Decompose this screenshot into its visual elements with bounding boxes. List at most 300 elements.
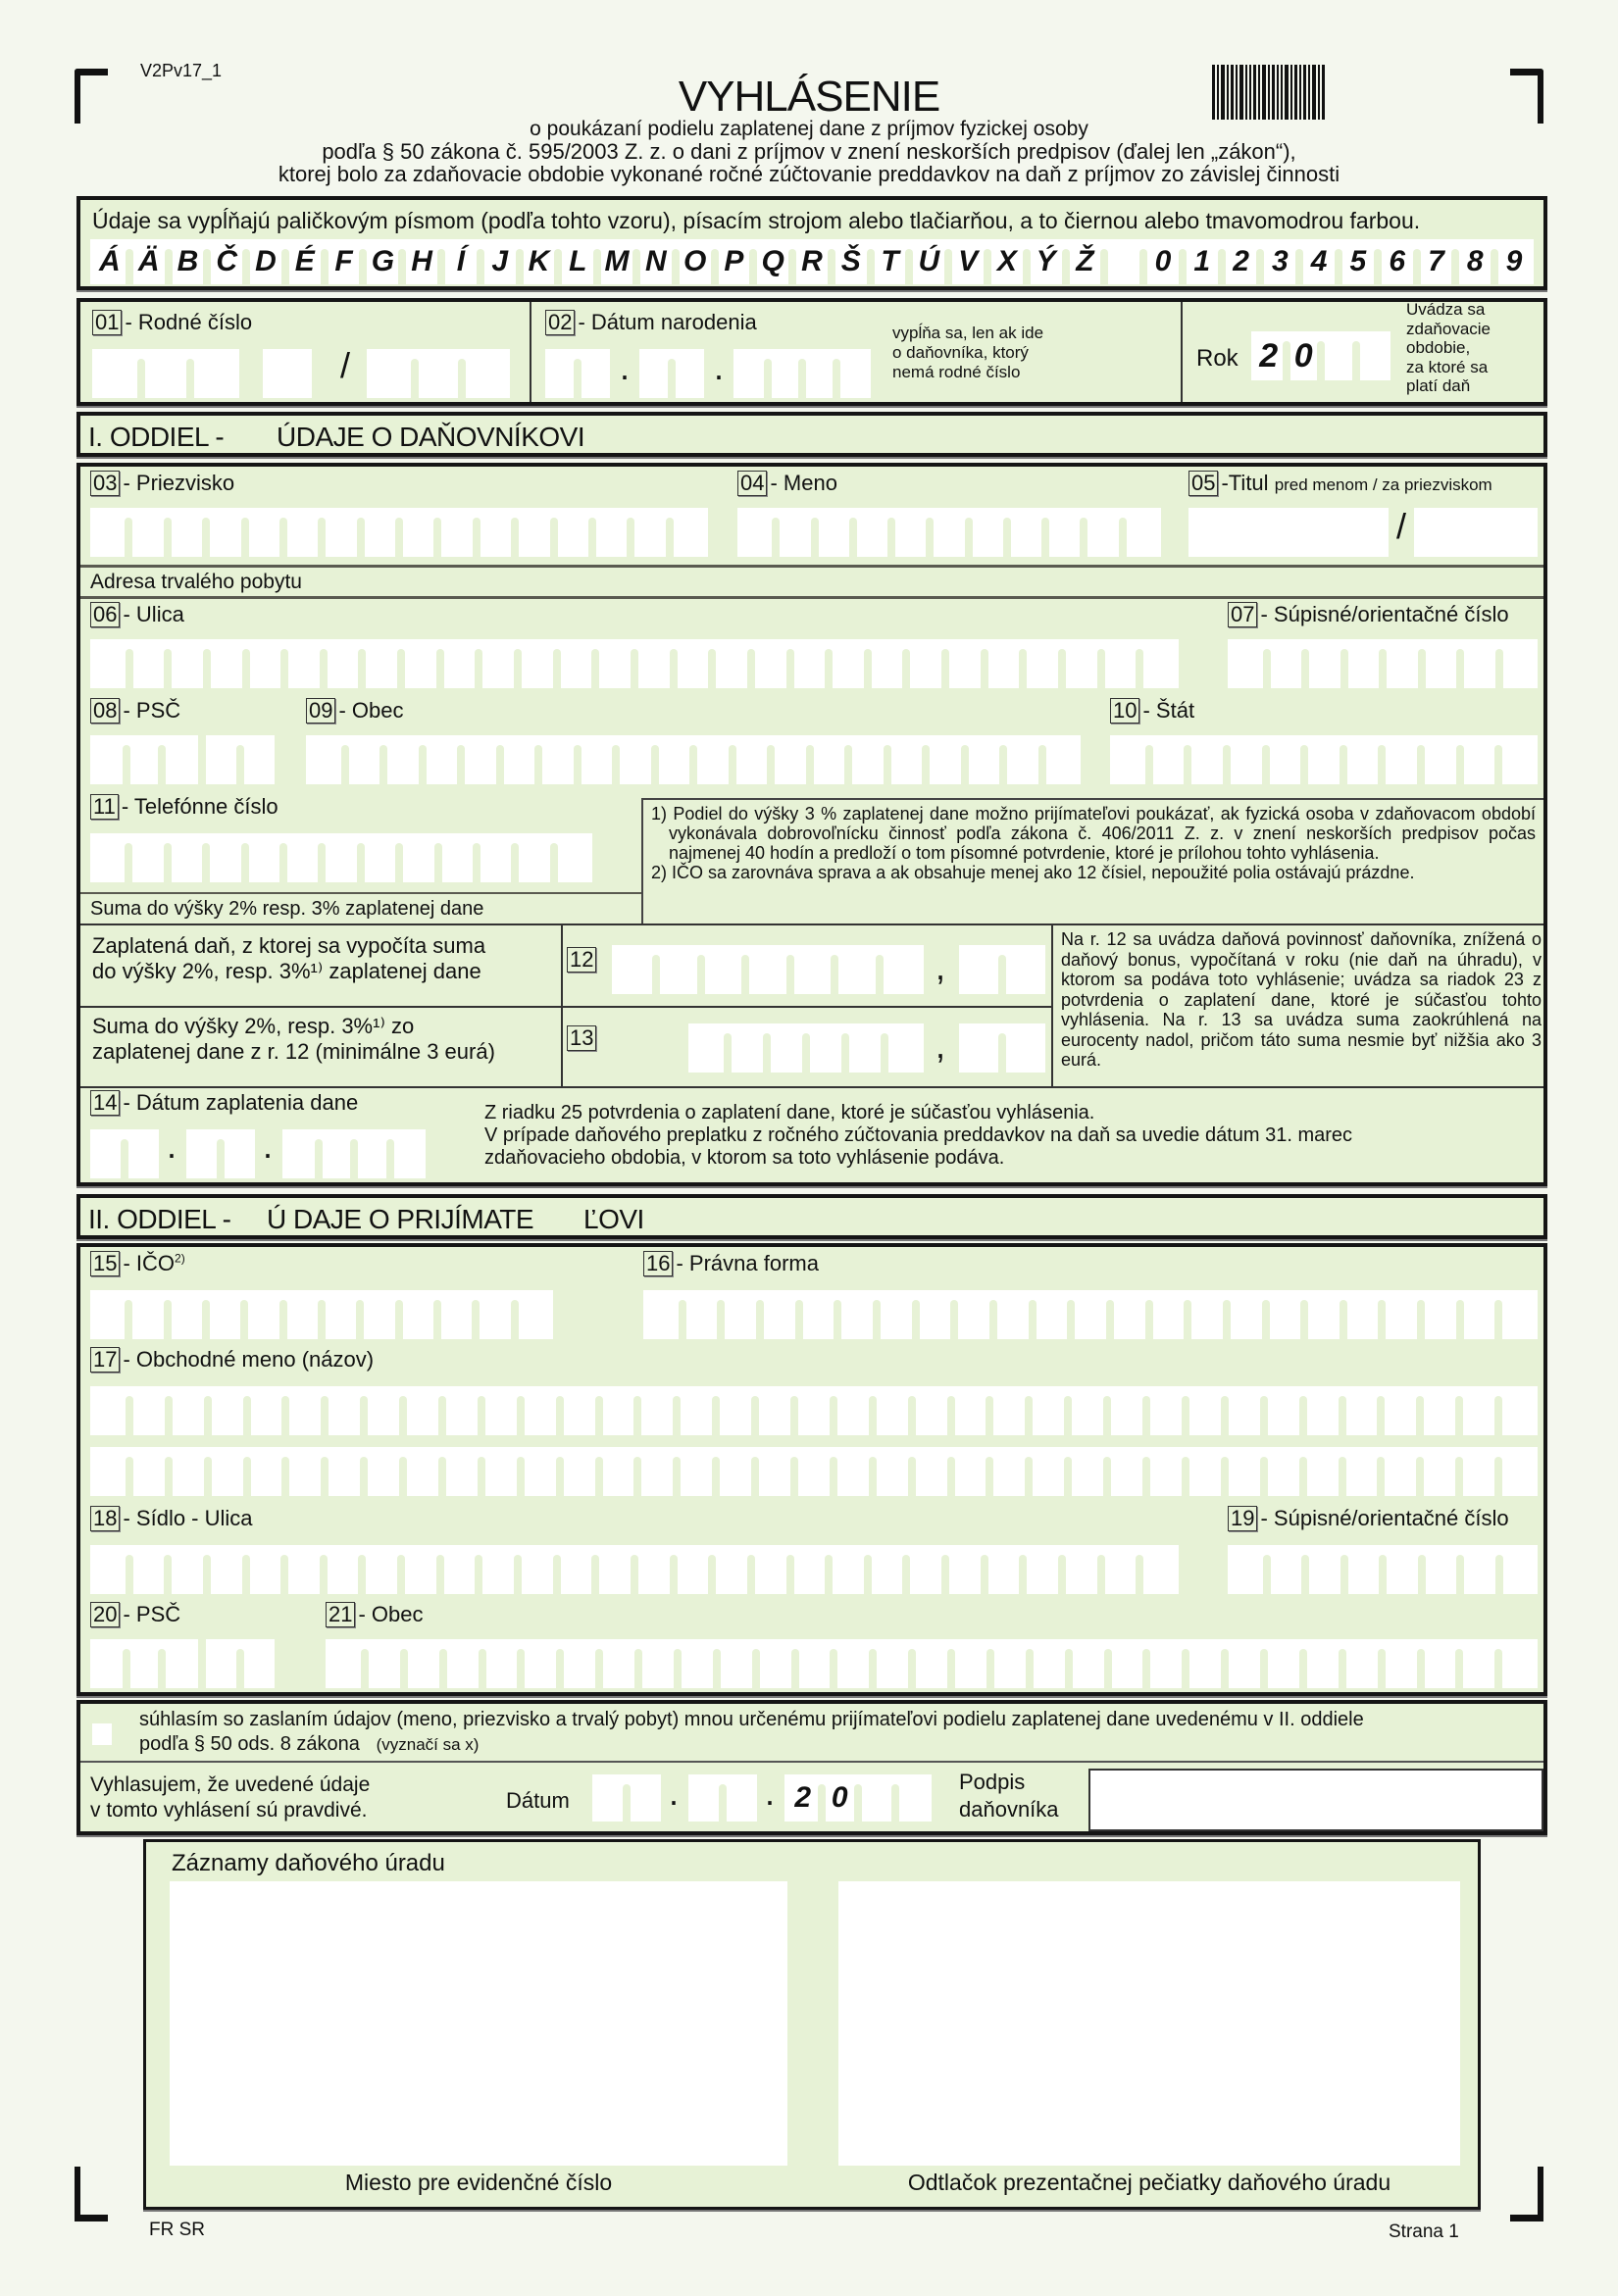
character-cell[interactable] (599, 1639, 638, 1688)
character-cell[interactable] (129, 1386, 169, 1435)
character-cell[interactable] (1498, 735, 1538, 784)
character-cell[interactable] (90, 1447, 129, 1496)
character-cell[interactable] (930, 508, 968, 557)
character-cell[interactable] (500, 735, 539, 784)
character-cell[interactable] (126, 1639, 163, 1688)
character-cell[interactable] (1107, 1447, 1146, 1496)
character-cell[interactable] (1002, 945, 1045, 994)
character-cell[interactable] (1382, 1639, 1421, 1688)
character-cell[interactable] (206, 1639, 240, 1688)
character-cell[interactable] (712, 639, 751, 688)
character-cell[interactable] (1029, 1386, 1068, 1435)
character-cell[interactable] (443, 1639, 482, 1688)
character-cell[interactable] (1304, 1290, 1343, 1339)
character-cell[interactable] (245, 508, 283, 557)
character-cell[interactable] (476, 1290, 514, 1339)
character-cell[interactable] (790, 1545, 830, 1594)
character-cell[interactable] (128, 833, 167, 882)
character-cell[interactable] (437, 1290, 476, 1339)
character-cell[interactable] (554, 833, 592, 882)
character-cell[interactable] (390, 1129, 427, 1178)
character-cell[interactable] (810, 735, 849, 784)
character-cell[interactable] (90, 833, 128, 882)
declaration-date-day-input[interactable] (592, 1774, 661, 1822)
title-after-name-input[interactable] (1414, 508, 1538, 557)
character-cell[interactable] (1459, 1386, 1498, 1435)
character-cell[interactable] (592, 508, 631, 557)
character-cell[interactable] (285, 1447, 325, 1496)
character-cell[interactable] (985, 1545, 1024, 1594)
seat-municipality-input[interactable] (326, 1639, 1538, 1688)
character-cell[interactable] (1381, 1386, 1420, 1435)
character-cell[interactable] (1101, 1545, 1140, 1594)
character-cell[interactable] (554, 508, 592, 557)
character-cell[interactable] (790, 639, 830, 688)
character-cell[interactable] (1227, 735, 1266, 784)
character-cell[interactable] (1225, 1447, 1264, 1496)
character-cell[interactable] (245, 833, 283, 882)
character-cell[interactable] (324, 1545, 363, 1594)
character-cell[interactable] (479, 1545, 518, 1594)
surname-input[interactable] (90, 508, 708, 557)
character-cell[interactable] (612, 945, 656, 994)
character-cell[interactable] (1225, 1639, 1264, 1688)
character-cell[interactable] (815, 508, 853, 557)
character-cell[interactable] (723, 1774, 757, 1822)
character-cell[interactable] (1303, 1639, 1342, 1688)
character-cell[interactable] (1382, 735, 1421, 784)
character-cell[interactable] (125, 1129, 159, 1178)
character-cell[interactable] (401, 639, 440, 688)
character-cell[interactable] (206, 508, 244, 557)
character-cell[interactable] (834, 1639, 873, 1688)
birth-date-day-input[interactable] (545, 349, 610, 398)
character-cell[interactable] (1146, 1447, 1186, 1496)
signature-field[interactable] (1088, 1769, 1543, 1831)
character-cell[interactable] (877, 1290, 916, 1339)
character-cell[interactable] (1110, 1290, 1149, 1339)
character-cell[interactable] (560, 1639, 599, 1688)
character-cell[interactable] (1139, 639, 1179, 688)
character-cell[interactable] (284, 639, 324, 688)
character-cell[interactable] (599, 1386, 638, 1435)
character-cell[interactable] (518, 1545, 557, 1594)
character-cell[interactable] (1421, 1290, 1460, 1339)
character-cell[interactable] (240, 1639, 275, 1688)
character-cell[interactable] (240, 735, 275, 784)
character-cell[interactable] (755, 1447, 794, 1496)
legal-form-input[interactable] (643, 1290, 1538, 1339)
character-cell[interactable] (515, 508, 553, 557)
character-cell[interactable] (440, 1545, 480, 1594)
character-cell[interactable] (1186, 1386, 1225, 1435)
character-cell[interactable] (1188, 735, 1227, 784)
character-cell[interactable] (760, 1290, 799, 1339)
character-cell[interactable] (990, 1639, 1030, 1688)
ico-input[interactable] (90, 1290, 553, 1339)
birth-number-part2-input[interactable] (367, 349, 510, 398)
character-cell[interactable] (1421, 735, 1460, 784)
character-cell[interactable] (1381, 1447, 1420, 1496)
character-cell[interactable] (461, 735, 500, 784)
character-cell[interactable] (1042, 735, 1082, 784)
character-cell[interactable] (1383, 639, 1422, 688)
character-cell[interactable] (247, 1386, 286, 1435)
character-cell[interactable] (1007, 508, 1045, 557)
postal-code-part1-input[interactable] (90, 735, 198, 784)
character-cell[interactable] (364, 1386, 403, 1435)
character-cell[interactable] (1123, 508, 1161, 557)
character-cell[interactable] (1062, 1545, 1101, 1594)
character-cell[interactable] (1003, 735, 1042, 784)
character-cell[interactable] (538, 735, 578, 784)
character-cell[interactable] (627, 1774, 661, 1822)
character-cell[interactable] (794, 1447, 834, 1496)
character-cell[interactable] (643, 1290, 683, 1339)
character-cell[interactable] (129, 639, 169, 688)
character-cell[interactable] (795, 1639, 834, 1688)
character-cell[interactable] (126, 735, 163, 784)
title-before-name-input[interactable] (1188, 508, 1389, 557)
character-cell[interactable] (283, 833, 322, 882)
character-cell[interactable] (873, 1386, 912, 1435)
character-cell[interactable] (674, 1545, 713, 1594)
character-cell[interactable] (90, 1639, 126, 1688)
character-cell[interactable] (90, 1290, 128, 1339)
character-cell[interactable] (1023, 639, 1062, 688)
character-cell[interactable] (845, 1023, 885, 1073)
character-cell[interactable] (951, 1386, 990, 1435)
character-cell[interactable] (906, 1545, 945, 1594)
character-cell[interactable] (1498, 1290, 1538, 1339)
character-cell[interactable] (716, 1447, 755, 1496)
character-cell[interactable] (1499, 639, 1539, 688)
character-cell[interactable] (1303, 1447, 1342, 1496)
character-cell[interactable] (1139, 1545, 1179, 1594)
character-cell[interactable] (1101, 639, 1140, 688)
character-cell[interactable] (221, 1129, 255, 1178)
character-cell[interactable] (951, 1447, 990, 1496)
character-cell[interactable] (834, 1386, 873, 1435)
character-cell[interactable] (207, 639, 246, 688)
character-cell[interactable] (959, 945, 1002, 994)
character-cell[interactable] (745, 945, 789, 994)
character-cell[interactable] (989, 1386, 1029, 1435)
character-cell[interactable] (1344, 639, 1384, 688)
character-cell[interactable] (677, 1447, 716, 1496)
character-cell[interactable] (283, 508, 322, 557)
character-cell[interactable] (168, 833, 206, 882)
paid-tax-cents-input[interactable] (959, 945, 1045, 994)
character-cell[interactable] (751, 1545, 790, 1594)
character-cell[interactable] (168, 508, 206, 557)
character-cell[interactable] (168, 1290, 206, 1339)
character-cell[interactable] (637, 1386, 677, 1435)
character-cell[interactable] (168, 639, 207, 688)
character-cell[interactable] (1460, 1290, 1499, 1339)
character-cell[interactable] (959, 1023, 1002, 1073)
character-cell[interactable] (1062, 639, 1101, 688)
character-cell[interactable] (168, 1545, 207, 1594)
character-cell[interactable] (912, 1386, 951, 1435)
character-cell[interactable] (638, 1639, 678, 1688)
character-cell[interactable] (1499, 1545, 1539, 1594)
character-cell[interactable] (162, 735, 198, 784)
character-cell[interactable] (1422, 1545, 1461, 1594)
character-cell[interactable] (481, 1447, 521, 1496)
character-cell[interactable] (1186, 1447, 1225, 1496)
declaration-date-year-input[interactable] (784, 1774, 932, 1822)
character-cell[interactable] (1108, 1639, 1147, 1688)
birth-date-month-input[interactable] (639, 349, 704, 398)
character-cell[interactable] (728, 1023, 767, 1073)
character-cell[interactable] (1084, 508, 1122, 557)
house-number-input[interactable] (1228, 639, 1538, 688)
character-cell[interactable] (557, 639, 596, 688)
character-cell[interactable] (916, 1290, 955, 1339)
character-cell[interactable] (873, 1447, 912, 1496)
character-cell[interactable] (1266, 735, 1305, 784)
character-cell[interactable] (403, 1447, 442, 1496)
character-cell[interactable] (206, 1290, 244, 1339)
character-cell[interactable] (361, 833, 399, 882)
character-cell[interactable] (208, 1447, 247, 1496)
character-cell[interactable] (1342, 1639, 1382, 1688)
character-cell[interactable] (206, 833, 244, 882)
character-cell[interactable] (1342, 1447, 1382, 1496)
character-cell[interactable] (282, 1129, 319, 1178)
character-cell[interactable] (169, 1386, 208, 1435)
postal-code-part2-input[interactable] (206, 735, 275, 784)
character-cell[interactable] (365, 1639, 404, 1688)
character-cell[interactable] (521, 1639, 560, 1688)
character-cell[interactable] (989, 1447, 1029, 1496)
character-cell[interactable] (1343, 735, 1383, 784)
character-cell[interactable] (208, 1386, 247, 1435)
character-cell[interactable] (521, 1386, 560, 1435)
character-cell[interactable] (926, 735, 965, 784)
character-cell[interactable] (322, 833, 360, 882)
character-cell[interactable] (399, 833, 437, 882)
declaration-date-month-input[interactable] (688, 1774, 757, 1822)
character-cell[interactable] (325, 1447, 364, 1496)
character-cell[interactable] (1225, 1386, 1264, 1435)
character-cell[interactable] (737, 508, 776, 557)
character-cell[interactable] (477, 833, 515, 882)
first-name-input[interactable] (737, 508, 1161, 557)
character-cell[interactable] (345, 735, 384, 784)
character-cell[interactable] (90, 508, 128, 557)
character-cell[interactable] (186, 1129, 221, 1178)
character-cell[interactable] (595, 639, 634, 688)
character-cell[interactable] (1422, 639, 1461, 688)
character-cell[interactable] (716, 1386, 755, 1435)
character-cell[interactable] (868, 1545, 907, 1594)
character-cell[interactable] (383, 735, 423, 784)
character-cell[interactable] (1227, 1290, 1266, 1339)
character-cell[interactable] (1029, 1447, 1068, 1496)
character-cell[interactable] (283, 1290, 322, 1339)
character-cell[interactable] (1068, 1386, 1107, 1435)
character-cell[interactable] (306, 735, 345, 784)
character-cell[interactable] (993, 1290, 1033, 1339)
seat-postal-code-part2-input[interactable] (206, 1639, 275, 1688)
character-cell[interactable] (794, 1386, 834, 1435)
character-cell[interactable] (868, 639, 907, 688)
character-cell[interactable] (284, 1545, 324, 1594)
character-cell[interactable] (756, 1639, 795, 1688)
character-cell[interactable] (206, 735, 240, 784)
share-amount-cents-input[interactable] (959, 1023, 1045, 1073)
character-cell[interactable] (945, 639, 985, 688)
character-cell[interactable] (1002, 1023, 1045, 1073)
character-cell[interactable] (1186, 1639, 1225, 1688)
character-cell[interactable] (1305, 639, 1344, 688)
character-cell[interactable] (954, 1290, 993, 1339)
character-cell[interactable] (595, 1545, 634, 1594)
character-cell[interactable] (848, 735, 887, 784)
character-cell[interactable] (560, 1386, 599, 1435)
character-cell[interactable] (364, 1447, 403, 1496)
character-cell[interactable] (1264, 1386, 1303, 1435)
character-cell[interactable] (693, 735, 733, 784)
character-cell[interactable] (677, 1386, 716, 1435)
business-name-line2-input[interactable] (90, 1447, 1538, 1496)
character-cell[interactable] (438, 833, 477, 882)
character-cell[interactable] (90, 1545, 129, 1594)
character-cell[interactable] (1107, 1386, 1146, 1435)
character-cell[interactable] (634, 1545, 674, 1594)
character-cell[interactable] (712, 1545, 751, 1594)
character-cell[interactable] (322, 1290, 360, 1339)
character-cell[interactable] (674, 639, 713, 688)
character-cell[interactable] (1344, 1545, 1384, 1594)
character-cell[interactable] (90, 1129, 125, 1178)
character-cell[interactable] (637, 1447, 677, 1496)
character-cell[interactable] (1342, 1386, 1382, 1435)
municipality-input[interactable] (306, 735, 1081, 784)
character-cell[interactable] (442, 1386, 481, 1435)
character-cell[interactable] (776, 508, 814, 557)
character-cell[interactable] (834, 945, 879, 994)
character-cell[interactable] (1382, 1290, 1421, 1339)
character-cell[interactable] (945, 1545, 985, 1594)
character-cell[interactable] (1228, 1545, 1267, 1594)
character-cell[interactable] (965, 735, 1004, 784)
character-cell[interactable] (829, 1545, 868, 1594)
character-cell[interactable] (477, 508, 515, 557)
character-cell[interactable] (1030, 1639, 1069, 1688)
street-input[interactable] (90, 639, 1179, 688)
character-cell[interactable] (1421, 1639, 1460, 1688)
character-cell[interactable] (207, 1545, 246, 1594)
character-cell[interactable] (437, 508, 476, 557)
character-cell[interactable] (592, 1774, 627, 1822)
character-cell[interactable] (1146, 1639, 1186, 1688)
character-cell[interactable] (128, 1290, 167, 1339)
character-cell[interactable] (1460, 735, 1499, 784)
character-cell[interactable] (362, 639, 401, 688)
character-cell[interactable] (678, 1639, 717, 1688)
character-cell[interactable] (246, 639, 285, 688)
character-cell[interactable] (1069, 1639, 1108, 1688)
character-cell[interactable] (616, 735, 655, 784)
character-cell[interactable] (246, 1545, 285, 1594)
character-cell[interactable] (599, 1447, 638, 1496)
character-cell[interactable] (790, 945, 834, 994)
character-cell[interactable] (1045, 508, 1084, 557)
character-cell[interactable] (325, 1386, 364, 1435)
consent-checkbox[interactable] (92, 1723, 112, 1745)
seat-street-input[interactable] (90, 1545, 1179, 1594)
character-cell[interactable] (1303, 1386, 1342, 1435)
character-cell[interactable] (1071, 1290, 1110, 1339)
seat-house-number-input[interactable] (1228, 1545, 1538, 1594)
birth-date-year-input[interactable] (733, 349, 871, 398)
character-cell[interactable] (717, 1639, 756, 1688)
character-cell[interactable] (354, 1129, 390, 1178)
character-cell[interactable] (1033, 1290, 1072, 1339)
phone-input[interactable] (90, 833, 592, 882)
character-cell[interactable] (655, 735, 694, 784)
character-cell[interactable] (670, 508, 708, 557)
character-cell[interactable] (129, 1447, 169, 1496)
character-cell[interactable] (906, 639, 945, 688)
character-cell[interactable] (806, 1023, 845, 1073)
character-cell[interactable] (656, 945, 700, 994)
character-cell[interactable] (853, 508, 891, 557)
character-cell[interactable] (442, 1447, 481, 1496)
country-input[interactable] (1110, 735, 1538, 784)
character-cell[interactable] (887, 735, 927, 784)
character-cell[interactable] (244, 1290, 282, 1339)
character-cell[interactable] (751, 639, 790, 688)
character-cell[interactable] (829, 639, 868, 688)
share-amount-euros-input[interactable] (688, 1023, 924, 1073)
character-cell[interactable] (162, 1639, 198, 1688)
character-cell[interactable] (683, 1290, 722, 1339)
character-cell[interactable] (1460, 1545, 1499, 1594)
payment-date-day-input[interactable] (90, 1129, 159, 1178)
character-cell[interactable] (1068, 1447, 1107, 1496)
character-cell[interactable] (482, 1639, 522, 1688)
character-cell[interactable] (247, 1447, 286, 1496)
character-cell[interactable] (1188, 1290, 1227, 1339)
character-cell[interactable] (1343, 1290, 1383, 1339)
character-cell[interactable] (399, 1290, 437, 1339)
character-cell[interactable] (1110, 735, 1149, 784)
character-cell[interactable] (515, 1290, 553, 1339)
character-cell[interactable] (1228, 639, 1267, 688)
character-cell[interactable] (1305, 1545, 1344, 1594)
character-cell[interactable] (404, 1639, 443, 1688)
character-cell[interactable] (1460, 639, 1499, 688)
character-cell[interactable] (1267, 639, 1306, 688)
character-cell[interactable] (361, 508, 399, 557)
character-cell[interactable] (326, 1639, 365, 1688)
character-cell[interactable] (129, 1545, 169, 1594)
character-cell[interactable] (423, 735, 462, 784)
payment-date-year-input[interactable] (282, 1129, 426, 1178)
character-cell[interactable] (1383, 1545, 1422, 1594)
character-cell[interactable] (634, 639, 674, 688)
character-cell[interactable] (362, 1545, 401, 1594)
paid-tax-euros-input[interactable] (612, 945, 924, 994)
character-cell[interactable] (1459, 1447, 1498, 1496)
character-cell[interactable] (521, 1447, 560, 1496)
character-cell[interactable] (1146, 1386, 1186, 1435)
character-cell[interactable] (324, 639, 363, 688)
